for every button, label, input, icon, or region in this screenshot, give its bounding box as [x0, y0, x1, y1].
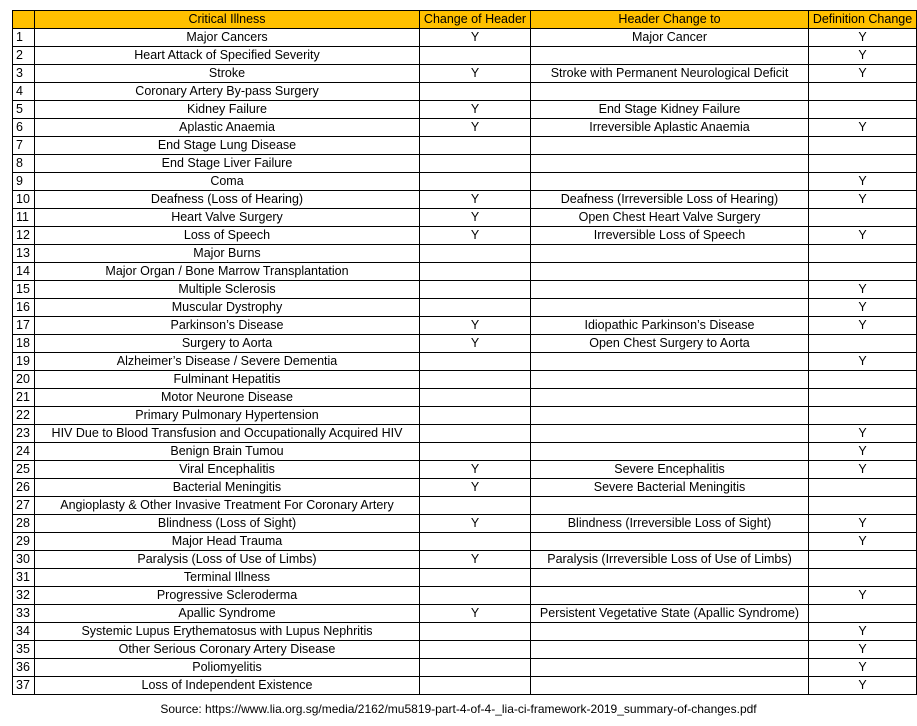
row-number: 11 — [13, 209, 35, 227]
table-row — [13, 479, 917, 497]
header-change-to-cell — [531, 389, 809, 407]
change-of-header-cell — [420, 533, 531, 551]
table-row — [13, 317, 917, 335]
table-row — [13, 29, 917, 47]
table-row — [13, 299, 917, 317]
row-number: 35 — [13, 641, 35, 659]
change-of-header-cell — [420, 587, 531, 605]
header-change-to-cell — [531, 659, 809, 677]
row-number: 15 — [13, 281, 35, 299]
row-number: 36 — [13, 659, 35, 677]
critical-illness-cell: Benign Brain Tumou — [35, 443, 420, 461]
change-of-header-cell: Y — [420, 551, 531, 569]
definition-change-cell: Y — [809, 641, 917, 659]
critical-illness-cell: Fulminant Hepatitis — [35, 371, 420, 389]
critical-illness-cell: Poliomyelitis — [35, 659, 420, 677]
change-of-header-cell — [420, 83, 531, 101]
critical-illness-cell: End Stage Lung Disease — [35, 137, 420, 155]
table-row — [13, 353, 917, 371]
header-change-to-cell: Deafness (Irreversible Loss of Hearing) — [531, 191, 809, 209]
definition-change-cell: Y — [809, 677, 917, 695]
definition-change-cell: Y — [809, 299, 917, 317]
row-number: 13 — [13, 245, 35, 263]
table-body — [13, 29, 917, 695]
change-of-header-cell: Y — [420, 101, 531, 119]
row-number: 34 — [13, 623, 35, 641]
header-change-to-cell — [531, 425, 809, 443]
critical-illness-cell: Progressive Scleroderma — [35, 587, 420, 605]
definition-change-cell — [809, 101, 917, 119]
definition-change-cell — [809, 551, 917, 569]
change-of-header-cell: Y — [420, 29, 531, 47]
critical-illness-cell: Terminal Illness — [35, 569, 420, 587]
definition-change-cell: Y — [809, 587, 917, 605]
critical-illness-cell: Major Organ / Bone Marrow Transplantation — [35, 263, 420, 281]
row-number: 12 — [13, 227, 35, 245]
col-header-number — [13, 11, 35, 29]
header-change-to-cell — [531, 443, 809, 461]
header-change-to-cell — [531, 299, 809, 317]
table-row — [13, 371, 917, 389]
header-change-to-cell: Irreversible Aplastic Anaemia — [531, 119, 809, 137]
change-of-header-cell: Y — [420, 227, 531, 245]
change-of-header-cell — [420, 569, 531, 587]
table-row — [13, 461, 917, 479]
row-number: 20 — [13, 371, 35, 389]
header-change-to-cell — [531, 497, 809, 515]
table-row — [13, 119, 917, 137]
row-number: 28 — [13, 515, 35, 533]
critical-illness-cell: HIV Due to Blood Transfusion and Occupationally Acquired HIV — [35, 425, 420, 443]
critical-illness-cell: Kidney Failure — [35, 101, 420, 119]
row-number: 5 — [13, 101, 35, 119]
table-row — [13, 551, 917, 569]
col-header-definition-change: Definition Change — [809, 11, 917, 29]
change-of-header-cell: Y — [420, 461, 531, 479]
header-change-to-cell: Irreversible Loss of Speech — [531, 227, 809, 245]
definition-change-cell — [809, 155, 917, 173]
row-number: 32 — [13, 587, 35, 605]
definition-change-cell: Y — [809, 227, 917, 245]
change-of-header-cell — [420, 659, 531, 677]
change-of-header-cell — [420, 299, 531, 317]
header-change-to-cell — [531, 623, 809, 641]
header-change-to-cell — [531, 677, 809, 695]
definition-change-cell: Y — [809, 317, 917, 335]
definition-change-cell — [809, 389, 917, 407]
header-change-to-cell — [531, 569, 809, 587]
critical-illness-cell: End Stage Liver Failure — [35, 155, 420, 173]
definition-change-cell — [809, 335, 917, 353]
critical-illness-cell: Muscular Dystrophy — [35, 299, 420, 317]
row-number: 10 — [13, 191, 35, 209]
change-of-header-cell — [420, 263, 531, 281]
row-number: 16 — [13, 299, 35, 317]
definition-change-cell — [809, 407, 917, 425]
critical-illness-cell: Blindness (Loss of Sight) — [35, 515, 420, 533]
header-change-to-cell: Idiopathic Parkinson’s Disease — [531, 317, 809, 335]
col-header-header-change-to: Header Change to — [531, 11, 809, 29]
row-number: 6 — [13, 119, 35, 137]
table-row — [13, 425, 917, 443]
header-change-to-cell: Paralysis (Irreversible Loss of Use of Limbs) — [531, 551, 809, 569]
change-of-header-cell: Y — [420, 191, 531, 209]
critical-illness-cell: Other Serious Coronary Artery Disease — [35, 641, 420, 659]
table-row — [13, 263, 917, 281]
critical-illness-cell: Motor Neurone Disease — [35, 389, 420, 407]
header-change-to-cell: End Stage Kidney Failure — [531, 101, 809, 119]
definition-change-cell — [809, 137, 917, 155]
table-row — [13, 101, 917, 119]
critical-illness-cell: Systemic Lupus Erythematosus with Lupus Nephritis — [35, 623, 420, 641]
row-number: 23 — [13, 425, 35, 443]
table-row — [13, 83, 917, 101]
critical-illness-cell: Loss of Independent Existence — [35, 677, 420, 695]
table-row — [13, 677, 917, 695]
change-of-header-cell — [420, 497, 531, 515]
source-citation: Source: https://www.lia.org.sg/media/2162/mu5819-part-4-of-4-_lia-ci-framework-2019_summary-of-changes.pdf — [160, 702, 757, 716]
table-row — [13, 497, 917, 515]
header-change-to-cell — [531, 173, 809, 191]
row-number: 27 — [13, 497, 35, 515]
table-row — [13, 281, 917, 299]
table-row — [13, 65, 917, 83]
header-change-to-cell: Persistent Vegetative State (Apallic Syndrome) — [531, 605, 809, 623]
row-number: 4 — [13, 83, 35, 101]
header-row — [13, 11, 917, 29]
header-change-to-cell — [531, 353, 809, 371]
header-change-to-cell — [531, 263, 809, 281]
definition-change-cell: Y — [809, 47, 917, 65]
change-of-header-cell: Y — [420, 317, 531, 335]
definition-change-cell — [809, 245, 917, 263]
critical-illness-cell: Heart Valve Surgery — [35, 209, 420, 227]
header-change-to-cell: Severe Encephalitis — [531, 461, 809, 479]
change-of-header-cell — [420, 137, 531, 155]
table-row — [13, 407, 917, 425]
definition-change-cell: Y — [809, 659, 917, 677]
header-change-to-cell — [531, 83, 809, 101]
header-change-to-cell — [531, 137, 809, 155]
definition-change-cell: Y — [809, 443, 917, 461]
definition-change-cell: Y — [809, 461, 917, 479]
header-change-to-cell — [531, 155, 809, 173]
change-of-header-cell — [420, 389, 531, 407]
row-number: 7 — [13, 137, 35, 155]
definition-change-cell: Y — [809, 281, 917, 299]
table-row — [13, 245, 917, 263]
critical-illness-cell: Loss of Speech — [35, 227, 420, 245]
change-of-header-cell — [420, 155, 531, 173]
row-number: 18 — [13, 335, 35, 353]
header-change-to-cell — [531, 245, 809, 263]
row-number: 33 — [13, 605, 35, 623]
definition-change-cell — [809, 569, 917, 587]
definition-change-cell: Y — [809, 515, 917, 533]
table-row — [13, 389, 917, 407]
definition-change-cell: Y — [809, 191, 917, 209]
change-of-header-cell: Y — [420, 479, 531, 497]
change-of-header-cell — [420, 47, 531, 65]
table-row — [13, 209, 917, 227]
change-of-header-cell — [420, 677, 531, 695]
header-change-to-cell — [531, 371, 809, 389]
table-row — [13, 191, 917, 209]
definition-change-cell — [809, 263, 917, 281]
critical-illness-cell: Stroke — [35, 65, 420, 83]
change-of-header-cell: Y — [420, 209, 531, 227]
change-of-header-cell: Y — [420, 65, 531, 83]
critical-illness-cell: Alzheimer’s Disease / Severe Dementia — [35, 353, 420, 371]
row-number: 14 — [13, 263, 35, 281]
definition-change-cell: Y — [809, 353, 917, 371]
critical-illness-cell: Coronary Artery By-pass Surgery — [35, 83, 420, 101]
table-row — [13, 533, 917, 551]
change-of-header-cell — [420, 353, 531, 371]
table-row — [13, 515, 917, 533]
header-change-to-cell: Open Chest Surgery to Aorta — [531, 335, 809, 353]
critical-illness-cell: Paralysis (Loss of Use of Limbs) — [35, 551, 420, 569]
definition-change-cell: Y — [809, 533, 917, 551]
header-change-to-cell: Open Chest Heart Valve Surgery — [531, 209, 809, 227]
definition-change-cell: Y — [809, 173, 917, 191]
row-number: 30 — [13, 551, 35, 569]
table-row — [13, 137, 917, 155]
critical-illness-cell: Angioplasty & Other Invasive Treatment For Coronary Artery — [35, 497, 420, 515]
col-header-change-of-header: Change of Header — [420, 11, 531, 29]
critical-illness-cell: Aplastic Anaemia — [35, 119, 420, 137]
header-change-to-cell — [531, 47, 809, 65]
definition-change-cell — [809, 209, 917, 227]
col-header-critical-illness: Critical Illness — [35, 11, 420, 29]
change-of-header-cell: Y — [420, 335, 531, 353]
definition-change-cell: Y — [809, 425, 917, 443]
header-change-to-cell — [531, 587, 809, 605]
table-row — [13, 335, 917, 353]
table-row — [13, 659, 917, 677]
row-number: 21 — [13, 389, 35, 407]
table-row — [13, 569, 917, 587]
table-row — [13, 173, 917, 191]
row-number: 25 — [13, 461, 35, 479]
definition-change-cell: Y — [809, 65, 917, 83]
row-number: 29 — [13, 533, 35, 551]
critical-illness-cell: Heart Attack of Specified Severity — [35, 47, 420, 65]
critical-illness-cell: Major Head Trauma — [35, 533, 420, 551]
row-number: 24 — [13, 443, 35, 461]
row-number: 2 — [13, 47, 35, 65]
critical-illness-cell: Bacterial Meningitis — [35, 479, 420, 497]
critical-illness-cell: Deafness (Loss of Hearing) — [35, 191, 420, 209]
row-number: 1 — [13, 29, 35, 47]
critical-illness-cell: Viral Encephalitis — [35, 461, 420, 479]
header-change-to-cell — [531, 407, 809, 425]
change-of-header-cell — [420, 623, 531, 641]
header-change-to-cell — [531, 281, 809, 299]
definition-change-cell — [809, 83, 917, 101]
change-of-header-cell: Y — [420, 119, 531, 137]
definition-change-cell — [809, 605, 917, 623]
table-row — [13, 47, 917, 65]
header-change-to-cell: Blindness (Irreversible Loss of Sight) — [531, 515, 809, 533]
header-change-to-cell — [531, 641, 809, 659]
table-row — [13, 587, 917, 605]
row-number: 22 — [13, 407, 35, 425]
table-row — [13, 605, 917, 623]
change-of-header-cell — [420, 641, 531, 659]
change-of-header-cell — [420, 173, 531, 191]
definition-change-cell: Y — [809, 623, 917, 641]
change-of-header-cell — [420, 281, 531, 299]
header-change-to-cell: Severe Bacterial Meningitis — [531, 479, 809, 497]
definition-change-cell — [809, 371, 917, 389]
change-of-header-cell — [420, 371, 531, 389]
critical-illness-cell: Coma — [35, 173, 420, 191]
critical-illness-cell: Major Burns — [35, 245, 420, 263]
change-of-header-cell: Y — [420, 605, 531, 623]
critical-illness-cell: Surgery to Aorta — [35, 335, 420, 353]
critical-illness-cell: Parkinson’s Disease — [35, 317, 420, 335]
header-change-to-cell: Major Cancer — [531, 29, 809, 47]
change-of-header-cell — [420, 425, 531, 443]
table-row — [13, 155, 917, 173]
change-of-header-cell — [420, 443, 531, 461]
change-of-header-cell — [420, 245, 531, 263]
critical-illness-cell: Primary Pulmonary Hypertension — [35, 407, 420, 425]
table-row — [13, 623, 917, 641]
critical-illness-table — [12, 10, 917, 695]
change-of-header-cell: Y — [420, 515, 531, 533]
definition-change-cell — [809, 479, 917, 497]
critical-illness-cell: Major Cancers — [35, 29, 420, 47]
change-of-header-cell — [420, 407, 531, 425]
header-change-to-cell: Stroke with Permanent Neurological Deficit — [531, 65, 809, 83]
definition-change-cell — [809, 497, 917, 515]
table-row — [13, 641, 917, 659]
row-number: 9 — [13, 173, 35, 191]
row-number: 17 — [13, 317, 35, 335]
row-number: 37 — [13, 677, 35, 695]
row-number: 26 — [13, 479, 35, 497]
table-row — [13, 443, 917, 461]
critical-illness-cell: Multiple Sclerosis — [35, 281, 420, 299]
row-number: 19 — [13, 353, 35, 371]
header-change-to-cell — [531, 533, 809, 551]
row-number: 31 — [13, 569, 35, 587]
definition-change-cell: Y — [809, 29, 917, 47]
row-number: 3 — [13, 65, 35, 83]
table-row — [13, 227, 917, 245]
critical-illness-cell: Apallic Syndrome — [35, 605, 420, 623]
definition-change-cell: Y — [809, 119, 917, 137]
row-number: 8 — [13, 155, 35, 173]
